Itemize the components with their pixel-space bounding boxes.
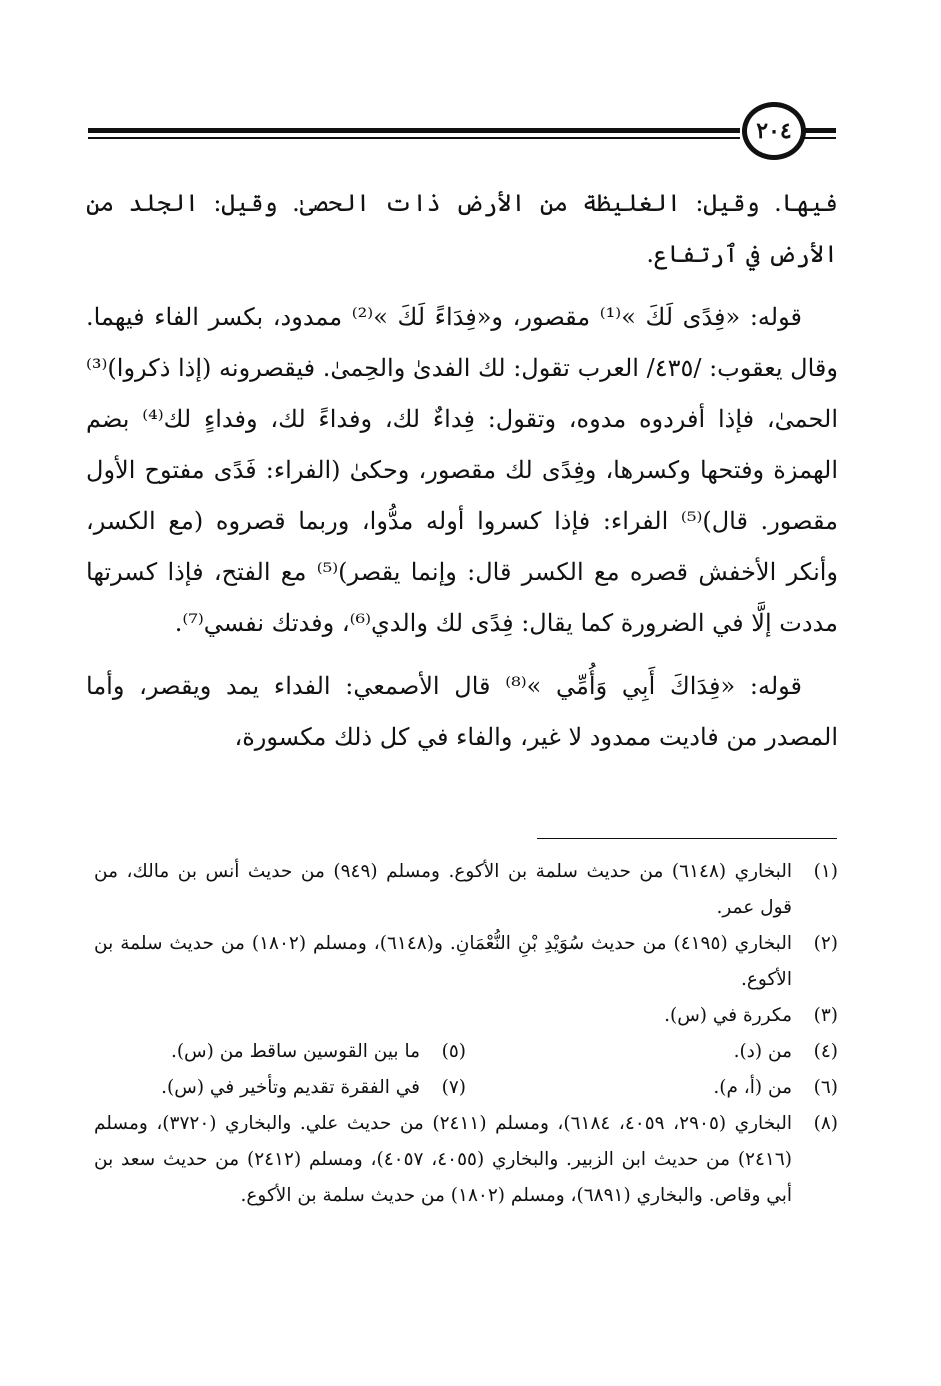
footnote-text: البخاري (٤١٩٥) من حديث سُوَيْدِ بْنِ النُّعْمَانِ. و(٦١٤٨)، ومسلم (١٨٠٢) من حديث سلمة بن الأكوع. — [94, 933, 792, 990]
paragraph-1: فيها. وقيل: الغليظة من الأرض ذات الحصىٰ. وقيل: الجلد من الأرض في ٱرتفاع. — [86, 189, 838, 268]
footnote-text: ما بين القوسين ساقط من (س). — [170, 1041, 420, 1062]
footnote-6 — [466, 1070, 838, 1106]
footnote-8 — [94, 1106, 838, 1214]
footnote-number: (١) — [813, 861, 838, 882]
page-number: ٢٠٤ — [742, 102, 806, 160]
footnote-number: (٣) — [813, 1005, 838, 1026]
footnote-row — [94, 1070, 838, 1106]
footnote-1 — [94, 854, 838, 926]
main-text — [86, 178, 838, 775]
header-rule-right-thin — [800, 137, 836, 139]
footnote-text: من (أ، م). — [713, 1077, 792, 1098]
header-rule-thin — [88, 137, 740, 139]
paragraph-3: قوله: «فِدَاكَ أَبِي وَأُمِّي »⁽⁸⁾ قال الأصمعي: الفداء يمد ويقصر، وأما المصدر من فاديت ممدود لا غير، والفاء في كل ذلك مكسورة، — [86, 672, 838, 751]
footnote-2 — [94, 926, 838, 998]
footnote-number: (٤) — [813, 1041, 838, 1062]
footnote-5 — [94, 1034, 466, 1070]
footnote-text: البخاري (٢٩٠٥، ٤٠٥٩، ٦١٨٤)، ومسلم (٢٤١١) من حديث علي. والبخاري (٣٧٢٠)، ومسلم (٢٤١٦) من حديث ابن الزبير. والبخاري (٤٠٥٥، ٤٠٥٧)، ومسلم (٢٤١٢) من حديث سعد بن أبي وقاص. والبخاري (٦٨٩١)، ومسلم (١٨٠٢) من حديث سلمة بن الأكوع. — [94, 1113, 793, 1206]
footnote-text: من (د). — [733, 1041, 792, 1062]
footnote-3 — [94, 998, 838, 1034]
paragraph-2: قوله: «فِدًى لَكَ »⁽¹⁾ مقصور، و«فِدَاءً لَكَ »⁽²⁾ ممدود، بكسر الفاء فيهما. وقال يعقوب: /٤٣٥/ العرب تقول: لك الفدىٰ والحِمىٰ. فيقصرونه (إذا ذكروا)⁽³⁾ الحمىٰ، فإذا أفردوه مدوه، وتقول: فِداءٌ لك، وفداءً لك، وفداءٍ لك⁽⁴⁾ بضم الهمزة وفتحها وكسرها، وفِدًى لك مقصور، وحكىٰ (الفراء: فَدًى مفتوح الأول مقصور. قال)⁽⁵⁾ الفراء: فإذا كسروا أوله مدُّوا، وربما قصروه (مع الكسر، وأنكر الأخفش قصره مع الكسر قال: وإنما يقصر)⁽⁵⁾ مع الفتح، فإذا كسرتها مددت إلَّا في الضرورة كما يقال: فِدًى لك والدي⁽⁶⁾، وفدتك نفسي⁽⁷⁾. — [85, 303, 839, 637]
footnote-number: (٥) — [441, 1041, 466, 1062]
header-rule-thick — [88, 128, 740, 133]
footnote-number: (٢) — [813, 933, 838, 954]
footnote-row — [94, 1034, 838, 1070]
footnote-number: (٦) — [813, 1077, 838, 1098]
footnote-text: البخاري (٦١٤٨) من حديث سلمة بن الأكوع. ومسلم (٩٤٩) من حديث أنس بن مالك، من قول عمر. — [94, 861, 792, 918]
footnotes — [94, 854, 838, 1214]
footnote-7 — [94, 1070, 466, 1106]
footnote-text: في الفقرة تقديم وتأخير في (س). — [161, 1077, 420, 1098]
footnote-number: (٧) — [441, 1077, 466, 1098]
footnote-separator — [537, 838, 837, 839]
footnote-text: مكررة في (س). — [664, 1005, 792, 1026]
footnote-4 — [466, 1034, 838, 1070]
page-header — [88, 100, 836, 166]
footnote-number: (٨) — [813, 1113, 838, 1134]
